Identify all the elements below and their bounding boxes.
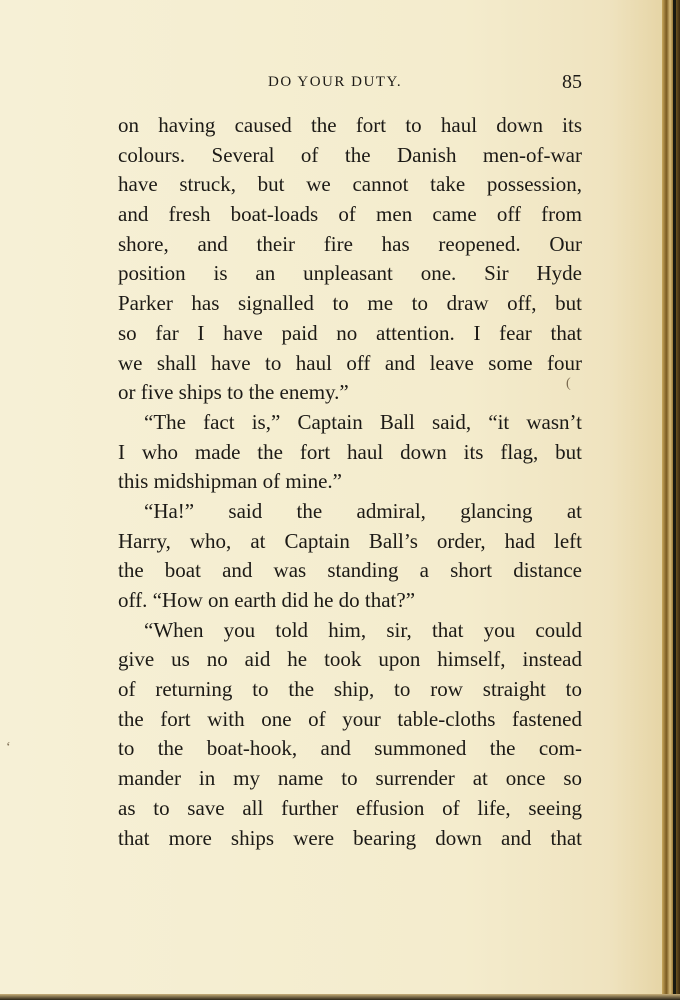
- text-line: we shall have to haul off and leave some four: [118, 350, 582, 375]
- text-line: on having caused the fort to haul down its: [118, 113, 582, 137]
- text-line: and fresh boat-loads of men came off from: [118, 202, 582, 227]
- text-line: so far I have paid no attention. I fear that: [118, 320, 582, 345]
- text-line: colours. Several of the Danish men-of-war: [118, 142, 582, 167]
- text-line: to the boat-hook, and summoned the com-: [118, 736, 582, 761]
- text-line: shore, and their fire has reopened. Our: [118, 231, 582, 256]
- text-line: “Ha!” said the admiral, glancing at: [144, 498, 582, 523]
- text-line: the boat and was standing a short distance: [118, 558, 582, 583]
- text-line: this midshipman of mine.”: [118, 469, 342, 494]
- text-line: of returning to the ship, to row straight to: [118, 677, 582, 702]
- page-edge: [662, 0, 680, 1000]
- text-line: off. “How on earth did he do that?”: [118, 588, 416, 612]
- page-number: 85: [562, 71, 582, 93]
- margin-mark: ‘: [6, 740, 11, 755]
- text-line: the fort with one of your table-cloths fastened: [118, 706, 582, 731]
- text-line: or five ships to the enemy.”: [118, 380, 349, 405]
- text-line: “The fact is,” Captain Ball said, “it wasn’t: [144, 409, 582, 434]
- text-line: give us no aid he took upon himself, instead: [118, 647, 582, 672]
- text-line: Harry, who, at Captain Ball’s order, had left: [118, 528, 582, 553]
- body-text: [118, 111, 582, 853]
- text-line: “When you told him, sir, that you could: [144, 617, 582, 642]
- text-line: position is an unpleasant one. Sir Hyde: [118, 261, 582, 286]
- running-head: DO YOUR DUTY.: [268, 74, 403, 90]
- binding-line: [673, 0, 676, 1000]
- text-line: Parker has signalled to me to draw off, but: [118, 291, 582, 316]
- page-header: [118, 71, 582, 96]
- text-line: that more ships were bearing down and that: [118, 825, 582, 850]
- bottom-edge: [0, 994, 680, 1000]
- text-line: I who made the fort haul down its flag, but: [118, 439, 582, 464]
- text-line: mander in my name to surrender at once so: [118, 766, 582, 791]
- text-line: as to save all further effusion of life, seeing: [118, 795, 582, 820]
- margin-mark: (: [566, 376, 571, 391]
- text-line: have struck, but we cannot take possession,: [118, 172, 582, 197]
